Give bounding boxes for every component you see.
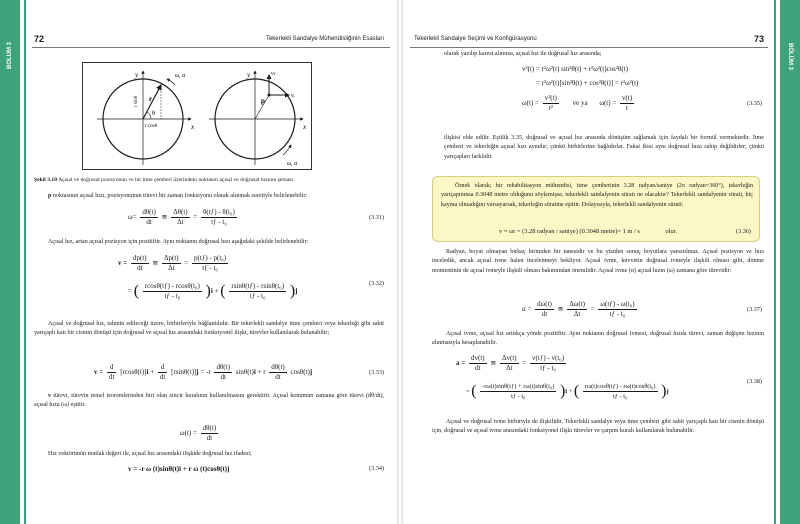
svg-text:r: r — [149, 95, 153, 103]
right-page-number: 73 — [753, 34, 764, 44]
svg-text:x: x — [303, 123, 307, 131]
equation-3-31: ω= $\frac{d\theta(t)}{dt}$ ≅ $\frac{\Delta\theta(t)}{\Delta t}$ = $\frac{\text{θ(tƒ) - θ(t₀)}}{\text{tƒ - t₀}}$ — [128, 208, 235, 226]
equation-3-37: α = $\frac{d\omega(t)}{dt}$ ≅ $\frac{\Delta\omega(t)}{\Delta t}$ = $\frac{\text{ω(tƒ) - ω(t₀)}}{\text{tƒ - t₀}}$ — [522, 300, 635, 318]
left-edge-line — [24, 0, 26, 524]
equation-3-35-line-2: = r²ω²(t)[sin²θ(t) + cos²θ(t)] = r²ω²(t) — [536, 79, 639, 87]
equation-number-3-37: (3.37) — [747, 306, 762, 313]
svg-text:vₜ: vₜ — [271, 71, 276, 77]
svg-text:r cosθ: r cosθ — [145, 124, 157, 129]
equation-3-35-line-1: v²(t) = r²ω²(t) sin²θ(t) + r²ω²(t)cos²θ(t) — [522, 65, 628, 73]
example-formula: v = ωr = (3.28 radyan / saniye) (0.3048 metre)= 1 m / s olur. — [499, 228, 678, 235]
svg-text:r sinθ: r sinθ — [134, 95, 139, 107]
svg-text:x: x — [191, 123, 195, 131]
caption-label: Şekil 3.10 — [34, 177, 58, 183]
equation-number-3-34: (3.34) — [369, 465, 384, 472]
svg-text:ω, α: ω, α — [287, 161, 298, 167]
left-edge-strip — [0, 0, 20, 524]
left-paragraph-1: p noktasının açısal hızı, pozisyonunun türevi bir zaman fonksiyonu olarak alınmak suretiyle belirlenebilir: — [48, 193, 308, 199]
figure-diagram — [83, 63, 313, 171]
right-chapter-tab: BÖLÜM 3 — [787, 42, 793, 70]
example-text: Örnek olarak; bir rehabilitasyon mühendisi, itme çemberinin 3.28 radyan/saniye (2π radyan=360°), tekerleğin yarıçapınınsa 0.3048 metre olduğunu söylemişse, tekerlekli sandalyenin süratı ne olacaktır? Tekerlekli sandalyenin sürati, hiç kayma olmadığını varsayarsak, tekerleğin süratine eşittir. Dolayısıyla, tekerlekli sandalyenin sürati: — [441, 183, 753, 208]
right-paragraph-2: ilişkisi elde edilir. Eşitlik 3.35, doğrusal ve açısal hız arasında dönüşüm sağlamak için faydalı bir formül vermektedir. İtme çemberi ve tekerleğin açısal hızı aynıdır; çünkü birbirlerine bağlıdırlar. Fakat ikisi aynı doğrusal hıza sahip değildirler; çünkü yarıçapları farklıdır. — [444, 135, 764, 160]
caption-text: Açısal ve doğrusal pozisyonun ve bir itme çemberi üzerindeki noktanın açısal ve doğrusal hızının şeması. — [58, 177, 295, 183]
left-circle-diagram — [97, 71, 195, 165]
svg-text:p: p — [261, 97, 265, 105]
right-paragraph-1: olarak yazılıp karesi alınırsa, açısal hız ile doğrusal hız arasında; — [444, 51, 602, 57]
right-circle-diagram — [209, 71, 307, 167]
equation-3-32-row-2: = ( $\frac{\text{rcosθ(tƒ) - rcosθ(t₀)}}{\text{tƒ - t₀}}$ )i + ( $\frac{\text{rsinθ(tƒ) - rsinθ(t₀)}}{\text{tƒ - t₀}}$ )j — [128, 282, 298, 300]
equation-3-38-row-2: = ( $\frac{\text{-rω(t)sinθ(tƒ) + rω(t)sinθ(t₀)}}{\text{tƒ - t₀}}$ )i + ( $\frac{\text{rω(t)cosθ(tƒ) - rω(t)cosθ(t₀)}}{\text{tƒ - t₀}}$ )j — [466, 382, 669, 400]
equation-number-3-36: (3.36) — [736, 228, 751, 235]
right-paragraph-3: Radyan, boyut olmayan birkaç birimden bir tanesidir ve bu yüzden sonuç boyutlara yansıtılmaz. Açısal pozisyon ve hızı inceledik, ancak açısal ivme halen incelenmeyi bekliyor. Açısal ivme, kuvvetin doğrusal ivmeyle ilişkili olması gibi, dönme momentinin de açısal ivmeyle ilişkili olması bakımından önemlidir. Açısal ivme (α) açısal hızın (ω) zamana göre türevidir: — [432, 249, 764, 274]
svg-text:θ: θ — [152, 111, 155, 117]
left-chapter-tab: BÖLÜM 3 — [7, 42, 13, 70]
svg-text:y: y — [247, 71, 251, 79]
book-gutter — [397, 0, 403, 524]
left-paragraph-5: Hız vektörünün mutlak değeri ile, açısal hız arasındaki ilişkide doğrusal hız ifadesi; — [48, 451, 252, 457]
left-paragraph-3: Açısal ve doğrusal hız, tahmin edileceği üzere, birbirleriyle bağlantılıdır. Bir tekerlekli sandalye itme çemberi veya tekerleği gibi sabit yarıçaplı katı bir cismin dönüşü için doğrusal ve açısal hız arasındaki fonksiyonel ilişki, türevler kullanılarak bulunabilir; — [34, 321, 384, 337]
right-page — [410, 0, 768, 524]
equation-3-38-row-1: a = $\frac{dv(t)}{dt}$ ≅ $\frac{\Delta v(t)}{\Delta t}$ = $\frac{\text{v(tƒ) - v(t₀)}}{\text{tƒ - t₀}}$ — [456, 354, 565, 372]
right-edge-line — [774, 0, 776, 524]
left-running-head: Tekerlekli Sandalye Mühendisliğinin Esasları — [265, 36, 384, 42]
svg-text:y: y — [135, 71, 139, 79]
figure-3-10 — [82, 62, 312, 170]
left-page-header — [32, 36, 390, 48]
equation-3-32-row-1: v = $\frac{dp(t)}{dt}$ ≅ $\frac{\Delta p(t)}{\Delta t}$ = $\frac{\text{p(tƒ) - p(t₀)}}{\text{tƒ - t₀}}$ — [118, 254, 227, 272]
left-paragraph-4: v türevi, türevin temel teoremlerinden biri olan zincir kuralının kullanılmasını gerektirir. Açısal konumun zamana göre türevi (dθ/dt), açısal hıza (ω) eşittir. — [34, 393, 384, 409]
equation-number-3-35: (3.35) — [747, 100, 762, 107]
left-page — [32, 0, 390, 524]
right-edge-strip — [780, 0, 800, 524]
example-box — [432, 176, 760, 242]
equation-3-33: v = $\frac{d}{dt}$ [rcosθ(t)]i + $\frac{d}{dt}$ [rsinθ(t)]j = -r $\frac{d\theta(t)}{dt}$ sinθ(t)i + r $\frac{d\theta(t)}{dt}$ cosθ(t)j — [94, 363, 313, 381]
equation-number-3-32: (3.32) — [369, 280, 384, 287]
svg-text:vᵣ: vᵣ — [291, 93, 296, 99]
left-paragraph-2: Açısal hız, artan açısal pozisyon için pozitiftir. Aynı noktanın doğrusal hızı aşağıdaki şekilde belirlenebilir: — [48, 239, 309, 245]
left-page-number: 72 — [34, 34, 45, 44]
svg-text:ω, α: ω, α — [175, 73, 186, 79]
equation-number-3-31: (3.31) — [369, 214, 384, 221]
equation-number-3-33: (3.33) — [369, 369, 384, 376]
equation-number-3-38: (3.38) — [747, 378, 762, 385]
equation-3-35-line-3: ω(t) = $\frac{\text{v²(t)}}{\text{r²}}$ ve ya ω(t) = $\frac{v(t)}{r}$ — [522, 94, 633, 112]
right-paragraph-4: Açısal ivme, açısal hız arttıkça yönde pozitiftir. Aynı noktanın doğrusal ivmesi, doğrusal hızda türevi, zaman değişim hızının alınmasıyla hesaplanabilir. — [432, 331, 764, 347]
right-running-head: Tekerlekli Sandalye Seçimi ve Konfigürasyonu — [414, 36, 537, 42]
equation-omega: ω(t) = $\frac{d\theta(t)}{dt}$ — [180, 424, 217, 442]
figure-caption — [34, 176, 384, 184]
equation-3-34: v = -r ω (t)sinθ(t)i + r ω (t)cosθ(t)j — [128, 465, 230, 473]
right-page-header — [410, 36, 768, 48]
right-paragraph-5: Açısal ve doğrusal ivme birbiriyle de ilişkilidir. Tekerlekli sandalye veya itme çemberi gibi sabit yarıçaplı katı bir cismin dönüşü için, doğrusal ve açısal ivme arasındaki fonksiyonel ilişki türevler ve çarpım kuralı kullanılarak bulunabilir. — [432, 419, 764, 435]
